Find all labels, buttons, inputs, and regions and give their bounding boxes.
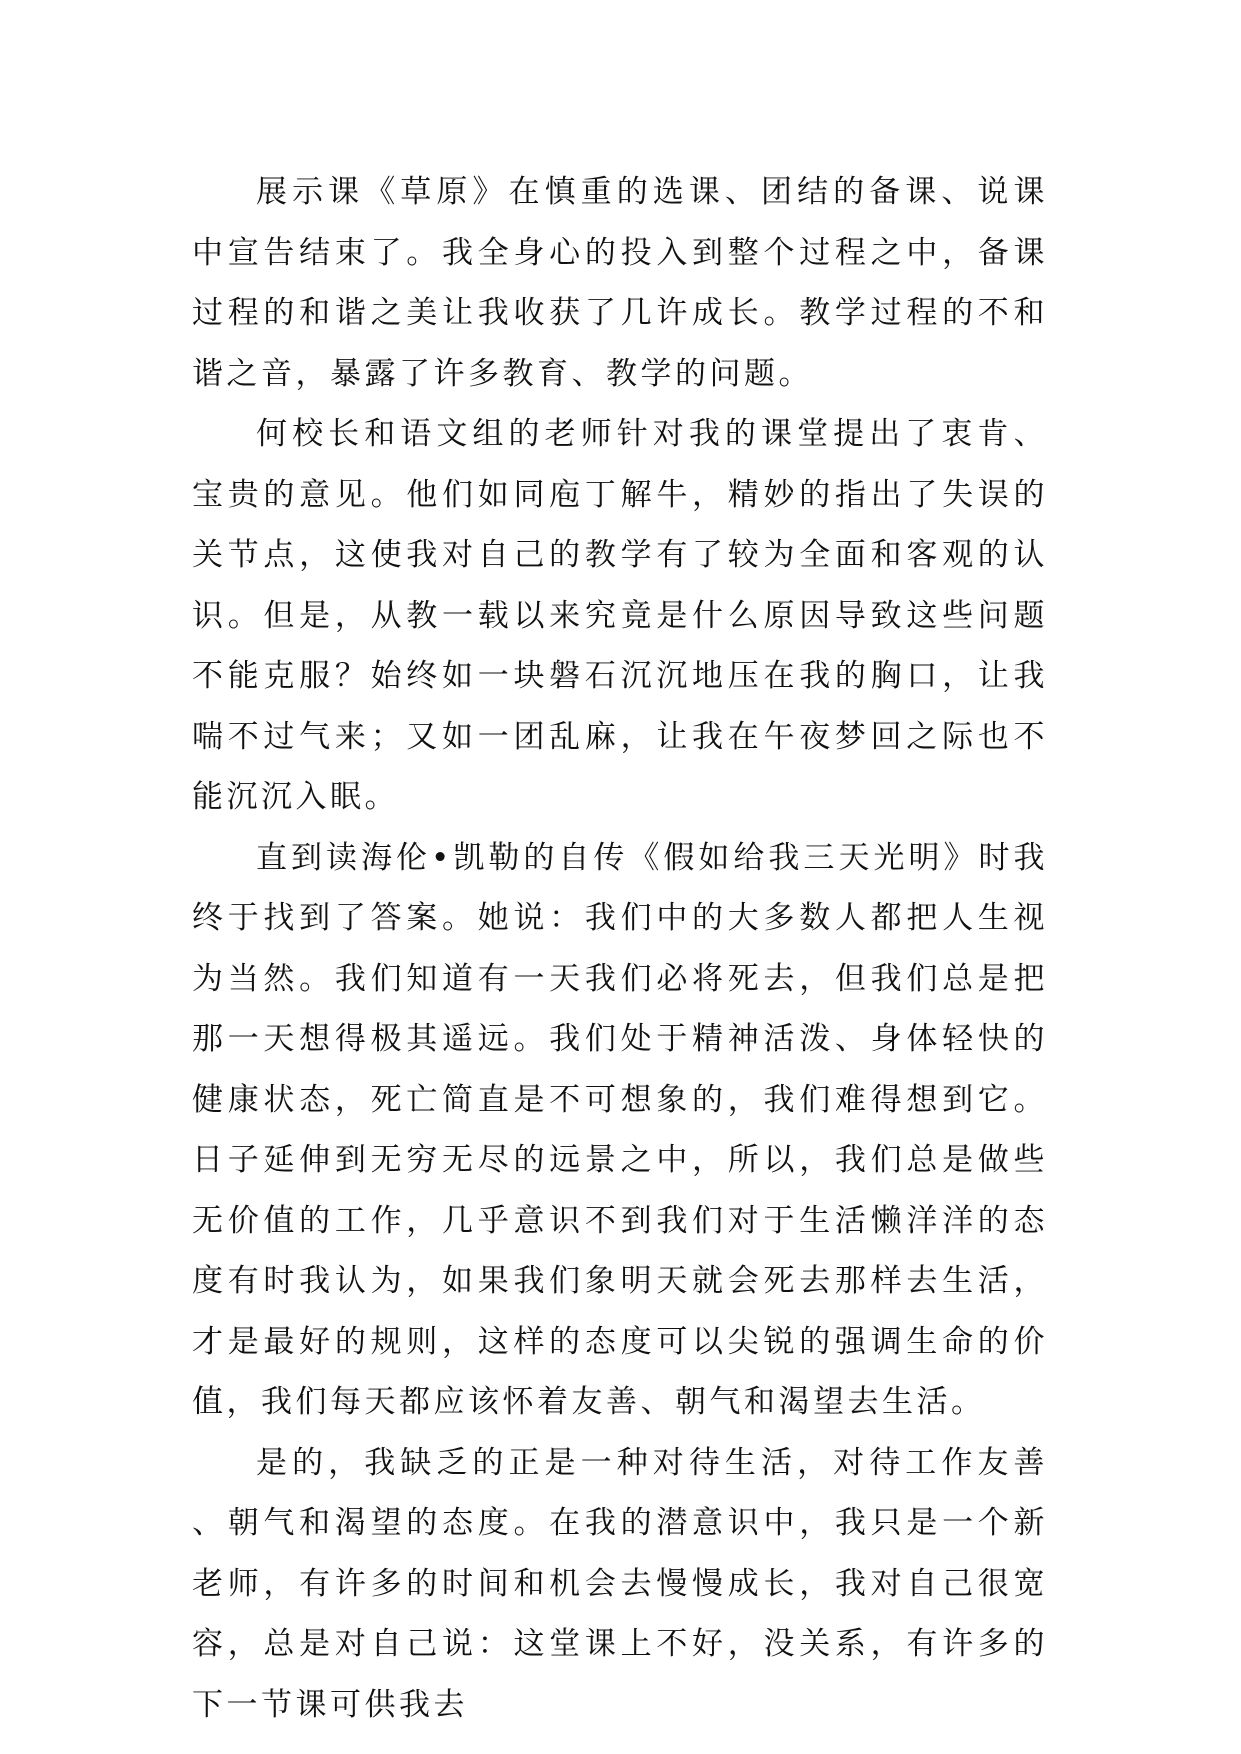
paragraph-4: 是的，我缺乏的正是一种对待生活，对待工作友善、朝气和渴望的态度。在我的潜意识中，我只是一个新老师，有许多的时间和机会去慢慢成长，我对自己很宽容，总是对自己说：这堂课上不好，没关系，有许多的下一节课可供我去 xyxy=(192,1444,1048,1723)
paragraph-3: 直到读海伦•凯勒的自传《假如给我三天光明》时我终于找到了答案。她说：我们中的大多数人都把人生视为当然。我们知道有一天我们必将死去，但我们总是把那一天想得极其遥远。我们处于精神活泼、身体轻快的健康状态，死亡简直是不可想象的，我们难得想到它。日子延伸到无穷无尽的远景之中，所以，我们总是做些无价值的工作，几乎意识不到我们对于生活懒洋洋的态度有时我认为，如果我们象明天就会死去那样去生活，才是最好的规则，这样的态度可以尖锐的强调生命的价值，我们每天都应该怀着友善、朝气和渴望去生活。 xyxy=(192,839,1048,1420)
paragraph-2: 何校长和语文组的老师针对我的课堂提出了衷肯、宝贵的意见。他们如同庖丁解牛，精妙的指出了失误的关节点，这使我对自己的教学有了较为全面和客观的认识。但是，从教一载以来究竟是什么原因导致这些问题不能克服？始终如一块磐石沉沉地压在我的胸口，让我喘不过气来；又如一团乱麻，让我在午夜梦回之际也不能沉沉入眠。 xyxy=(192,416,1048,815)
paragraph-1: 展示课《草原》在慎重的选课、团结的备课、说课中宣告结束了。我全身心的投入到整个过程之中，备课过程的和谐之美让我收获了几许成长。教学过程的不和谐之音，暴露了许多教育、教学的问题。 xyxy=(192,174,1048,392)
document-body xyxy=(192,162,1048,1735)
